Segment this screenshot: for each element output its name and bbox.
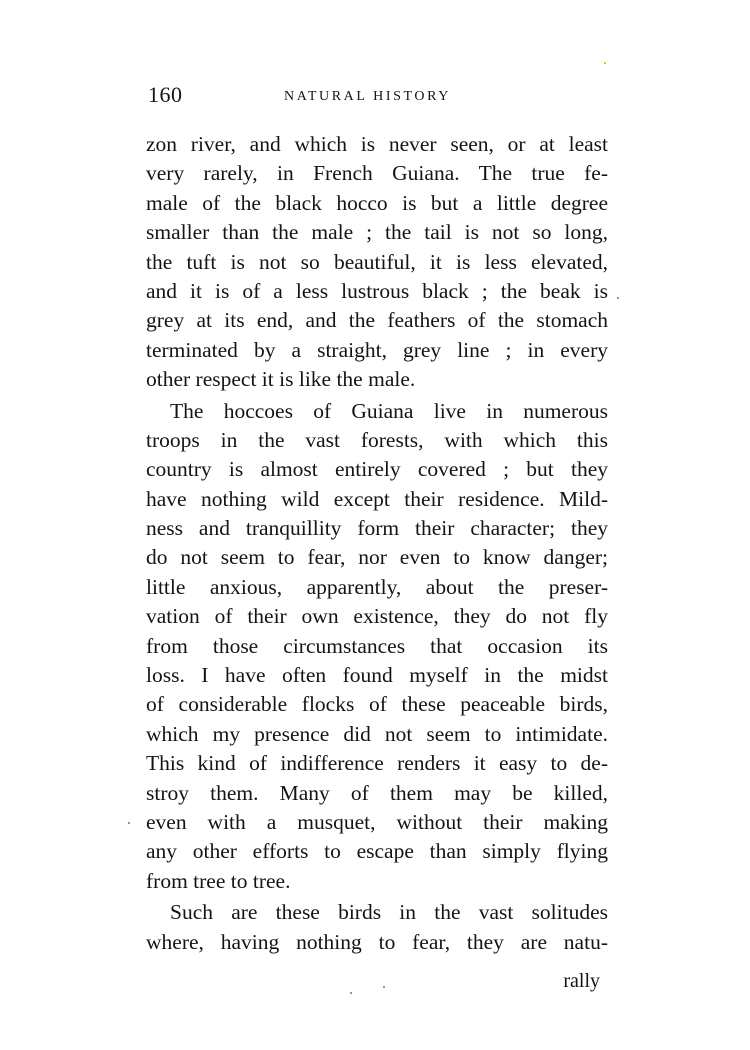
text-line: and it is of a less lustrous black ; the beak is: [146, 278, 608, 303]
text-line: country is almost entirely covered ; but they: [146, 457, 608, 482]
paragraph: [146, 130, 608, 395]
text-line: little anxious, apparently, about the preser-: [146, 574, 608, 599]
text-line: even with a musquet, without their making: [146, 809, 608, 834]
text-line: ness and tranquillity form their character; they: [146, 516, 608, 541]
paragraph: [146, 397, 608, 897]
text-line: the tuft is not so beautiful, it is less elevated,: [146, 249, 608, 274]
scan-speck: [617, 297, 619, 299]
text-line: of considerable flocks of these peaceable birds,: [146, 692, 608, 717]
text-line: male of the black hocco is but a little degree: [146, 190, 608, 215]
text-line: smaller than the male ; the tail is not so long,: [146, 220, 608, 245]
text-line: zon river, and which is never seen, or at least: [146, 132, 608, 156]
scan-speck: [383, 986, 385, 988]
text-line: This kind of indifference renders it easy to de-: [146, 751, 608, 776]
text-line: The hoccoes of Guiana live in numerous: [170, 398, 608, 423]
text-line: where, having nothing to fear, they are natu-: [146, 929, 608, 954]
scan-speck: [128, 822, 130, 824]
page-header: [148, 82, 608, 122]
page-number: 160: [148, 82, 183, 107]
text-line: other respect it is like the male.: [146, 367, 416, 392]
text-line: which my presence did not seem to intimidate.: [146, 721, 608, 746]
text-line: stroy them. Many of them may be killed,: [146, 780, 608, 805]
text-line: troops in the vast forests, with which this: [146, 427, 608, 452]
text-line: Such are these birds in the vast solitudes: [170, 900, 608, 925]
body-text: [146, 130, 608, 957]
text-line: do not seem to fear, nor even to know danger;: [146, 545, 608, 570]
text-line: have nothing wild except their residence. Mild-: [146, 486, 608, 511]
text-line: grey at its end, and the feathers of the stomach: [146, 308, 608, 333]
scan-speck: [350, 992, 352, 994]
text-line: terminated by a straight, grey line ; in every: [146, 337, 608, 362]
text-line: any other efforts to escape than simply flying: [146, 839, 608, 864]
catchword: rally: [563, 970, 600, 992]
text-line: from tree to tree.: [146, 868, 291, 893]
scan-speck: [604, 62, 606, 64]
paragraph: [146, 898, 608, 957]
running-head: NATURAL HISTORY: [284, 89, 451, 104]
text-line: very rarely, in French Guiana. The true fe-: [146, 161, 608, 186]
text-line: loss. I have often found myself in the midst: [146, 663, 608, 688]
text-line: vation of their own existence, they do not fly: [146, 604, 608, 629]
text-line: from those circumstances that occasion its: [146, 633, 608, 658]
